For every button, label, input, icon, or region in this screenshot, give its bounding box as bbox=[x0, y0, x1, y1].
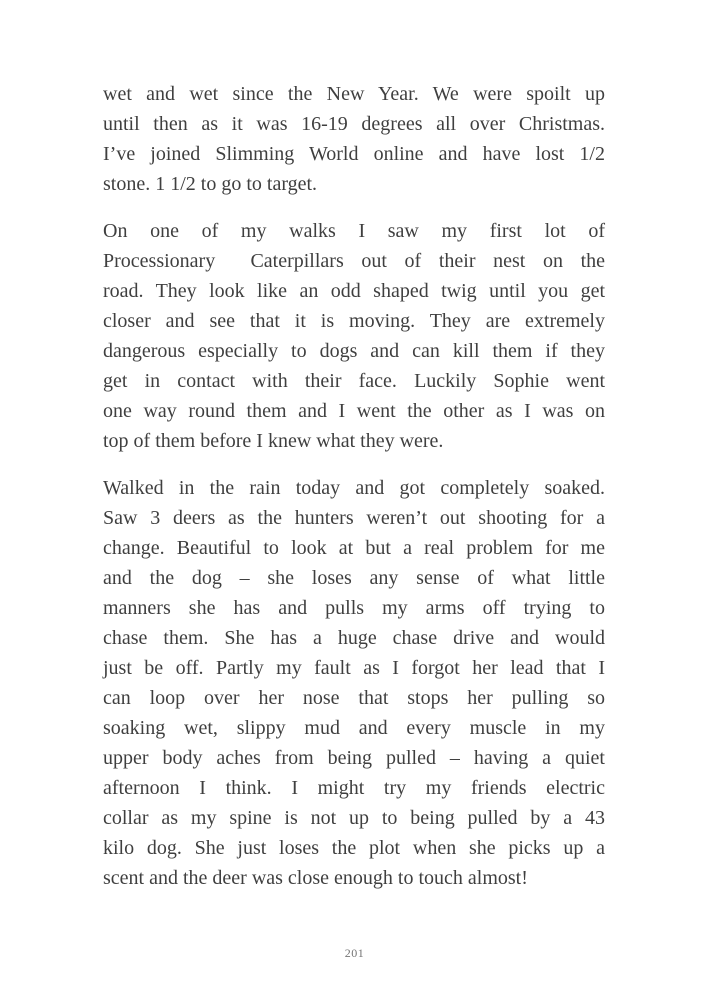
text-line: and the dog – she loses any sense of what little bbox=[103, 567, 605, 589]
text-line: Saw 3 deers as the hunters weren’t out shooting for a bbox=[103, 507, 605, 529]
text-line: stone. 1 1/2 to go to target. bbox=[103, 173, 318, 195]
text-line: top of them before I knew what they were. bbox=[103, 430, 444, 452]
text-line: get in contact with their face. Luckily Sophie went bbox=[103, 370, 605, 392]
text-line: dangerous especially to dogs and can kill them if they bbox=[103, 340, 605, 362]
text-line: can loop over her nose that stops her pulling so bbox=[103, 687, 605, 709]
text-line: upper body aches from being pulled – having a quiet bbox=[103, 747, 605, 769]
text-line: just be off. Partly my fault as I forgot her lead that I bbox=[103, 657, 605, 679]
text-line: scent and the deer was close enough to touch almost! bbox=[103, 867, 528, 889]
text-line: soaking wet, slippy mud and every muscle in my bbox=[103, 717, 605, 739]
text-line: kilo dog. She just loses the plot when she picks up a bbox=[103, 837, 605, 859]
text-line: manners she has and pulls my arms off trying to bbox=[103, 597, 605, 619]
text-line: On one of my walks I saw my first lot of bbox=[103, 220, 605, 242]
body-text bbox=[103, 79, 605, 910]
text-line: Walked in the rain today and got completely soaked. bbox=[103, 477, 605, 499]
text-line: one way round them and I went the other as I was on bbox=[103, 400, 605, 422]
text-line: road. They look like an odd shaped twig until you get bbox=[103, 280, 605, 302]
paragraph bbox=[103, 79, 605, 199]
page-number: 201 bbox=[344, 946, 365, 960]
text-line: afternoon I think. I might try my friends electric bbox=[103, 777, 605, 799]
text-line: Processionary Caterpillars out of their nest on the bbox=[103, 250, 605, 272]
text-line: change. Beautiful to look at but a real problem for me bbox=[103, 537, 605, 559]
text-line: until then as it was 16-19 degrees all over Christmas. bbox=[103, 113, 605, 135]
text-line: chase them. She has a huge chase drive and would bbox=[103, 627, 605, 649]
text-line: collar as my spine is not up to being pulled by a 43 bbox=[103, 807, 605, 829]
text-line: closer and see that it is moving. They are extremely bbox=[103, 310, 605, 332]
text-line: wet and wet since the New Year. We were spoilt up bbox=[103, 83, 605, 105]
text-line: I’ve joined Slimming World online and have lost 1/2 bbox=[103, 143, 605, 165]
paragraph bbox=[103, 216, 605, 456]
paragraph bbox=[103, 473, 605, 893]
